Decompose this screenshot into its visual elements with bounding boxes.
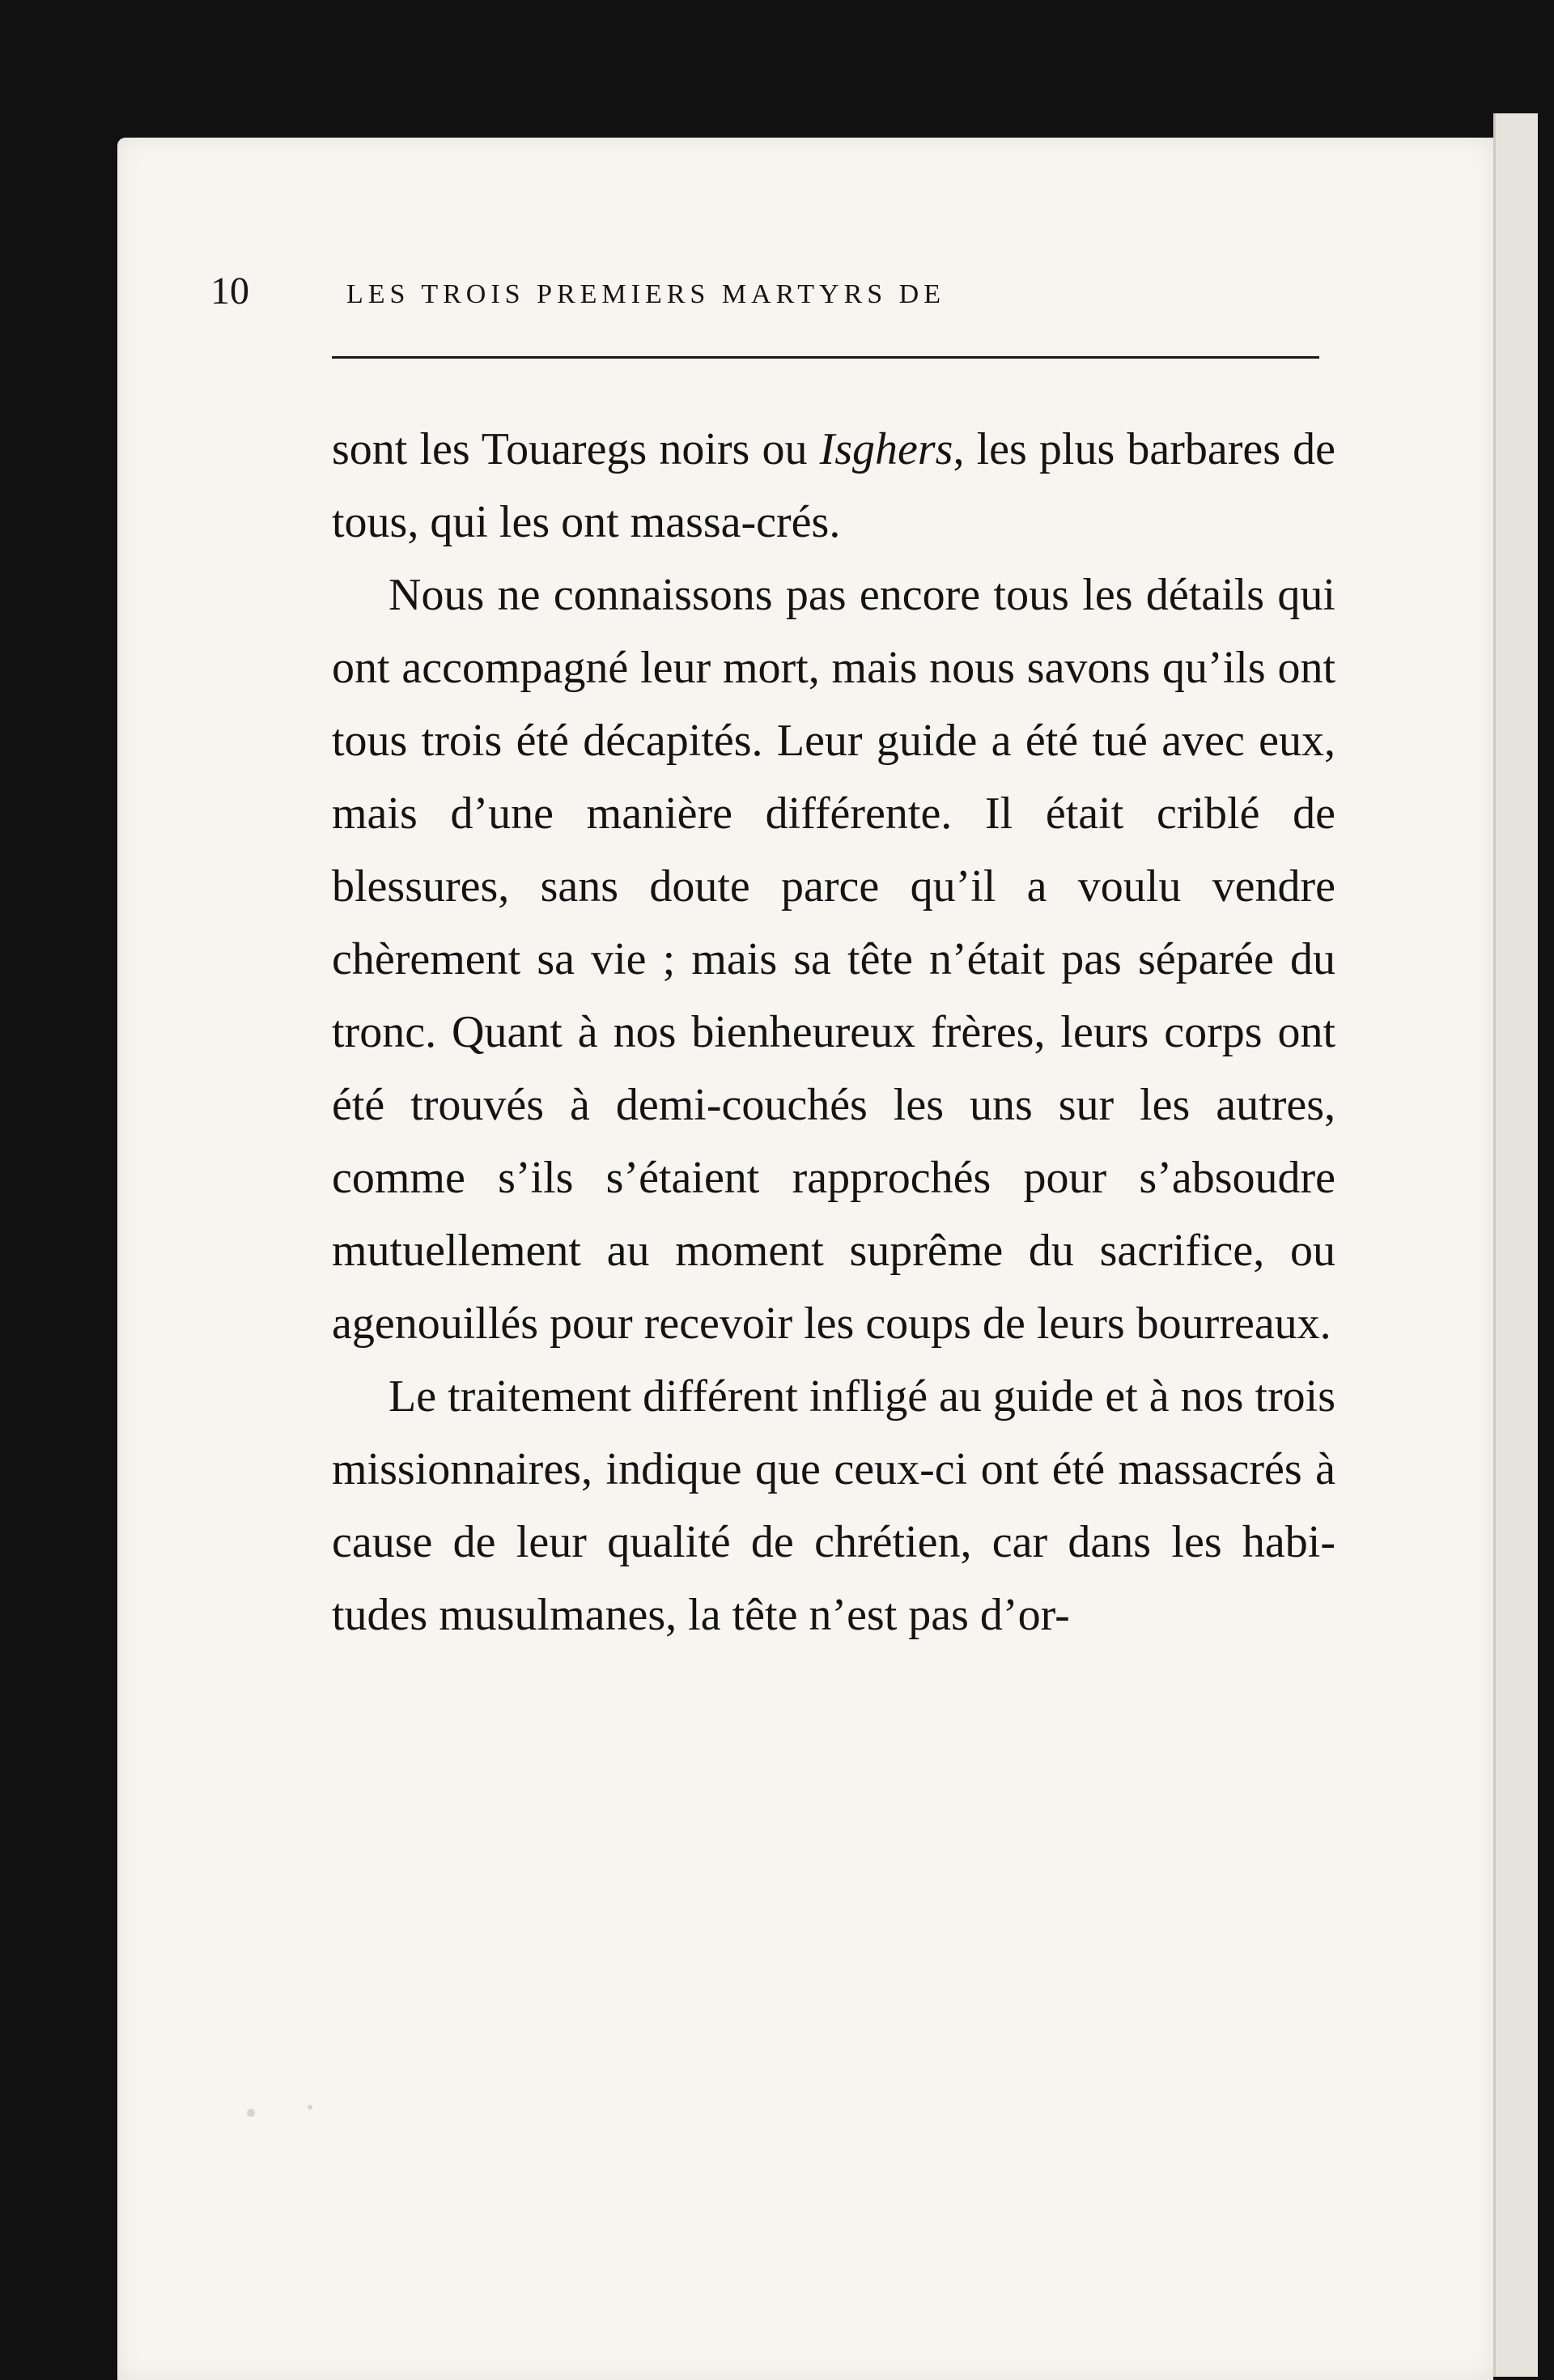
p1-text-end: , les plus barbares de tous, qui les ont massa-crés. — [332, 424, 1335, 547]
running-title: LES TROIS PREMIERS MARTYRS DE — [346, 279, 945, 309]
paragraph-2: Nous ne connaissons pas encore tous les détails qui ont accompagné leur mort, mais nous savons qu’ils ont tous trois été décapités. Leur guide a été tué avec eux, mais d’une manière différente. Il était criblé de blessures, sans doute parce qu’il a voulu vendre chèrement sa vie ; mais sa tête n’était pas séparée du tronc. Quant à nos bienheureux frères, leurs corps ont été trouvés à demi-couchés les uns sur les autres, comme s’ils s’étaient rapprochés pour s’absoudre mutuellement au moment suprême du sacrifice, ou agenouillés pour recevoir les coups de leurs bourreaux. — [332, 570, 1335, 1349]
p1-text-start: sont les Touaregs noirs ou — [332, 424, 820, 474]
running-header — [210, 259, 1344, 324]
page-number: 10 — [210, 270, 249, 312]
paper-speck — [308, 2105, 312, 2110]
body-text — [332, 413, 1335, 1651]
page-edge — [1493, 113, 1538, 2377]
paper-speck — [247, 2109, 255, 2117]
paragraph-3: Le traitement différent infligé au guide et à nos trois missionnaires, indique que ceux-ci ont été massacrés à cause de leur qualité de chrétien, car dans les habi-tudes musulmanes, la tête n’est pas d’or- — [332, 1371, 1335, 1640]
p1-italic-word: Isghers — [819, 424, 953, 474]
paragraph-1 — [332, 413, 1335, 559]
header-rule — [332, 356, 1319, 359]
